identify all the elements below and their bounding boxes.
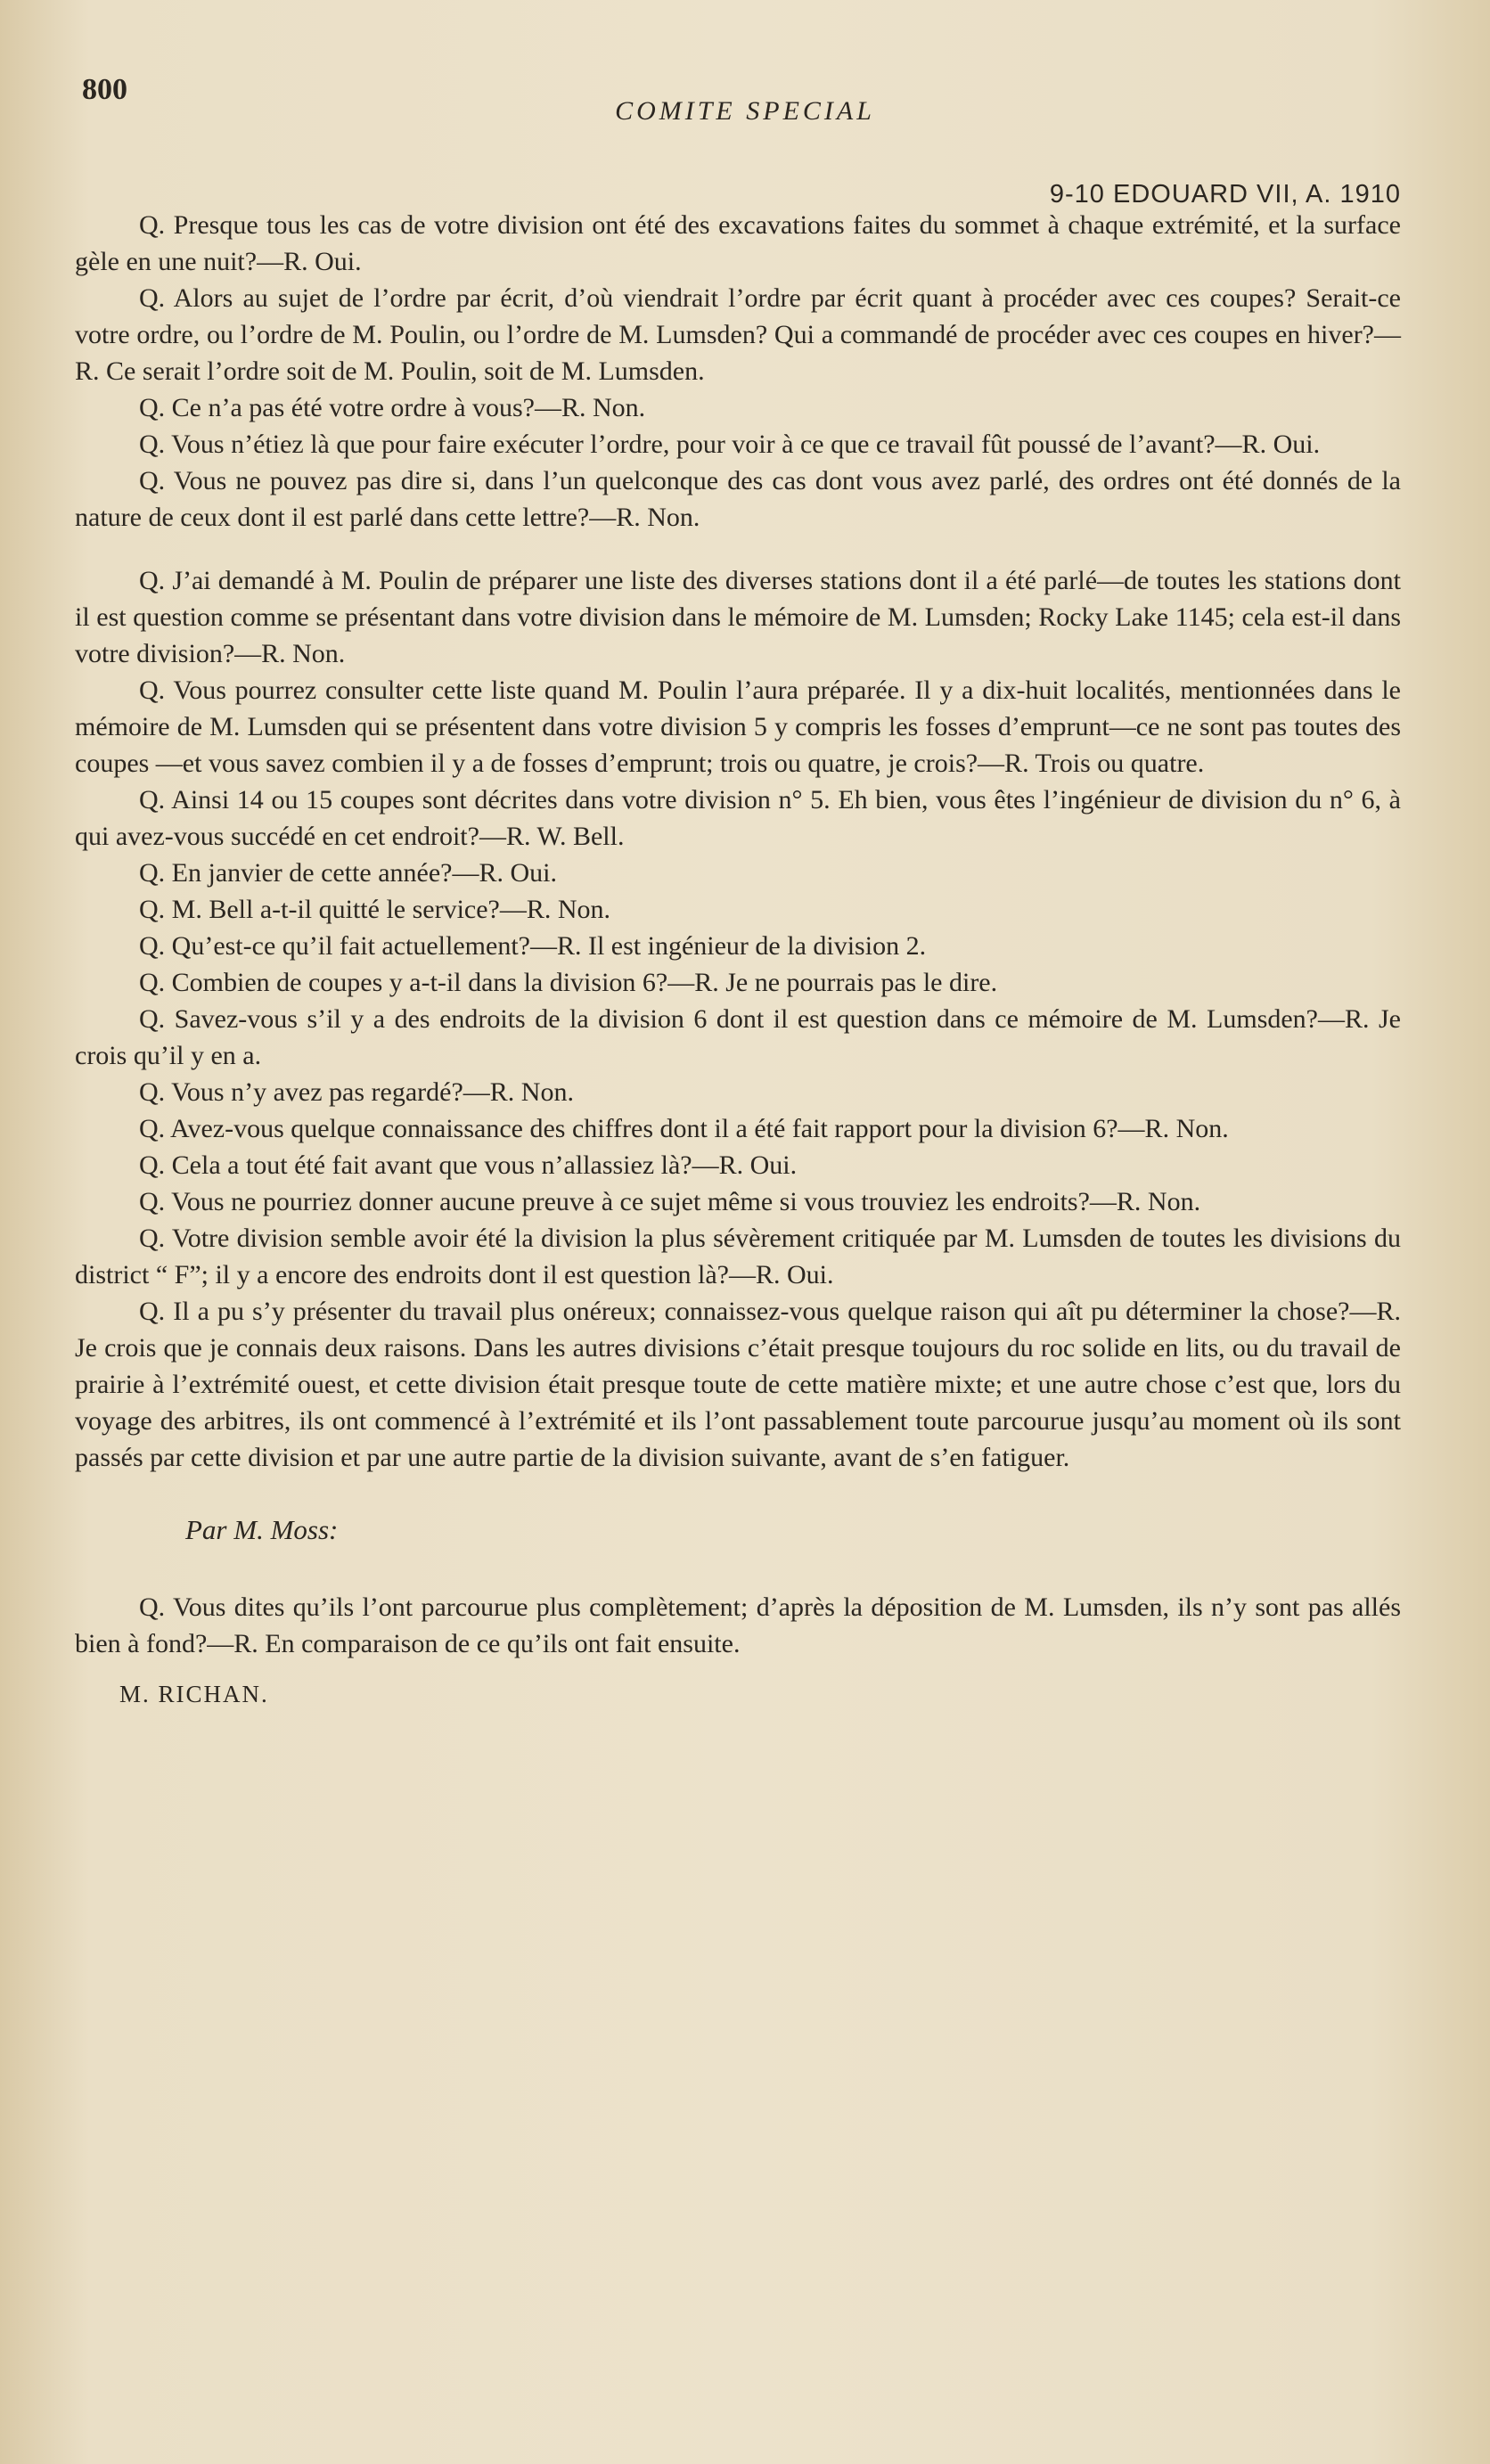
paragraph: Q. J’ai demandé à M. Poulin de préparer une liste des diverses stations dont il a été parlé—de toutes les stations dont il est question comme se présentant dans votre division dans le mémoire de M. Lumsden; Rocky Lake 1145; cela est-il dans votre division?—R. Non. [75,566,1401,668]
paragraph: Q. Vous dites qu’ils l’ont parcourue plus complètement; d’après la déposition de M. Lumsden, ils n’y sont pas allés bien à fond?—R. En comparaison de ce qu’ils ont fait ensuite. [75,1592,1401,1658]
paragraph: Q. Votre division semble avoir été la division la plus sévèrement critiquée par M. Lumsden de toutes les divisions du district “ F”; il y a encore des endroits dont il est question là?—R. Oui. [75,1224,1401,1289]
witness-name: M. RICHAN. [119,1681,269,1707]
paragraph: Q. Savez-vous s’il y a des endroits de la division 6 dont il est question dans ce mémoire de M. Lumsden?—R. Je crois qu’il y en a. [75,1004,1401,1070]
paragraph: Q. Ainsi 14 ou 15 coupes sont décrites dans votre division n° 5. Eh bien, vous êtes l’ingénieur de division du n° 6, à qui avez-vous succédé en cet endroit?—R. W. Bell. [75,785,1401,851]
paragraph: Q. Il a pu s’y présenter du travail plus onéreux; connaissez-vous quelque raison qui aît pu déterminer la chose?—R. Je crois que je connais deux raisons. Dans les autres divisions c’était presque toujours du roc solide en lits, ou du travail de prairie à l’extrémité ouest, et cette division était presque toute de cette matière mixte; et une autre chose c’est que, lors du voyage des arbitres, ils ont commencé à l’extrémité et ils l’ont passablement toute parcourue jusqu’au moment où ils sont passés par cette division et par une autre partie de la division suivante, avant de s’en fatiguer. [75,1297,1401,1472]
paragraph: Q. Combien de coupes y a-t-il dans la division 6?—R. Je ne pourrais pas le dire. [139,968,998,997]
examiner-byline: Par M. Moss: [185,1514,339,1545]
paragraph: Q. Vous ne pouvez pas dire si, dans l’un quelconque des cas dont vous avez parlé, des ordres ont été donnés de la nature de ceux dont il est parlé dans cette lettre?—R. Non. [75,466,1401,532]
paragraph: Q. Ce n’a pas été votre ordre à vous?—R. Non. [139,393,646,422]
paragraph: Q. M. Bell a-t-il quitté le service?—R. Non. [139,895,611,924]
paragraph: Q. Presque tous les cas de votre division ont été des excavations faites du sommet à chaque extrémité, et la surface gèle en une nuit?—R. Oui. [75,210,1401,276]
edition-header: 9-10 EDOUARD VII, A. 1910 [1049,180,1401,209]
testimony-body [75,207,1401,1713]
paragraph: Q. Vous n’étiez là que pour faire exécuter l’ordre, pour voir à ce que ce travail fût poussé de l’avant?—R. Oui. [139,430,1321,459]
paragraph: Q. Avez-vous quelque connaissance des chiffres dont il a été fait rapport pour la division 6?—R. Non. [139,1114,1229,1143]
paragraph: Q. Alors au sujet de l’ordre par écrit, d’où viendrait l’ordre par écrit quant à procéder avec ces coupes? Serait-ce votre ordre, ou l’ordre de M. Poulin, ou l’ordre de M. Lumsden? Qui a commandé de procéder avec ces coupes en hiver?—R. Ce serait l’ordre soit de M. Poulin, soit de M. Lumsden. [75,283,1401,386]
page-number: 800 [82,73,127,106]
paragraph: Q. Qu’est-ce qu’il fait actuellement?—R. Il est ingénieur de la division 2. [139,931,927,961]
paragraph: Q. Vous n’y avez pas regardé?—R. Non. [139,1077,574,1107]
paragraph: Q. Cela a tout été fait avant que vous n’allassiez là?—R. Oui. [139,1150,798,1180]
paragraph: Q. Vous pourrez consulter cette liste quand M. Poulin l’aura préparée. Il y a dix-huit localités, mentionnées dans le mémoire de M. Lumsden qui se présentent dans votre division 5 y compris les fosses d’emprunt—ce ne sont pas toutes des coupes —et vous savez combien il y a de fosses d’emprunt; trois ou quatre, je crois?—R. Trois ou quatre. [75,675,1401,778]
paragraph: Q. Vous ne pourriez donner aucune preuve à ce sujet même si vous trouviez les endroits?—R. Non. [139,1187,1201,1216]
paragraph: Q. En janvier de cette année?—R. Oui. [139,858,557,888]
running-title: COMITE SPECIAL [615,96,875,126]
